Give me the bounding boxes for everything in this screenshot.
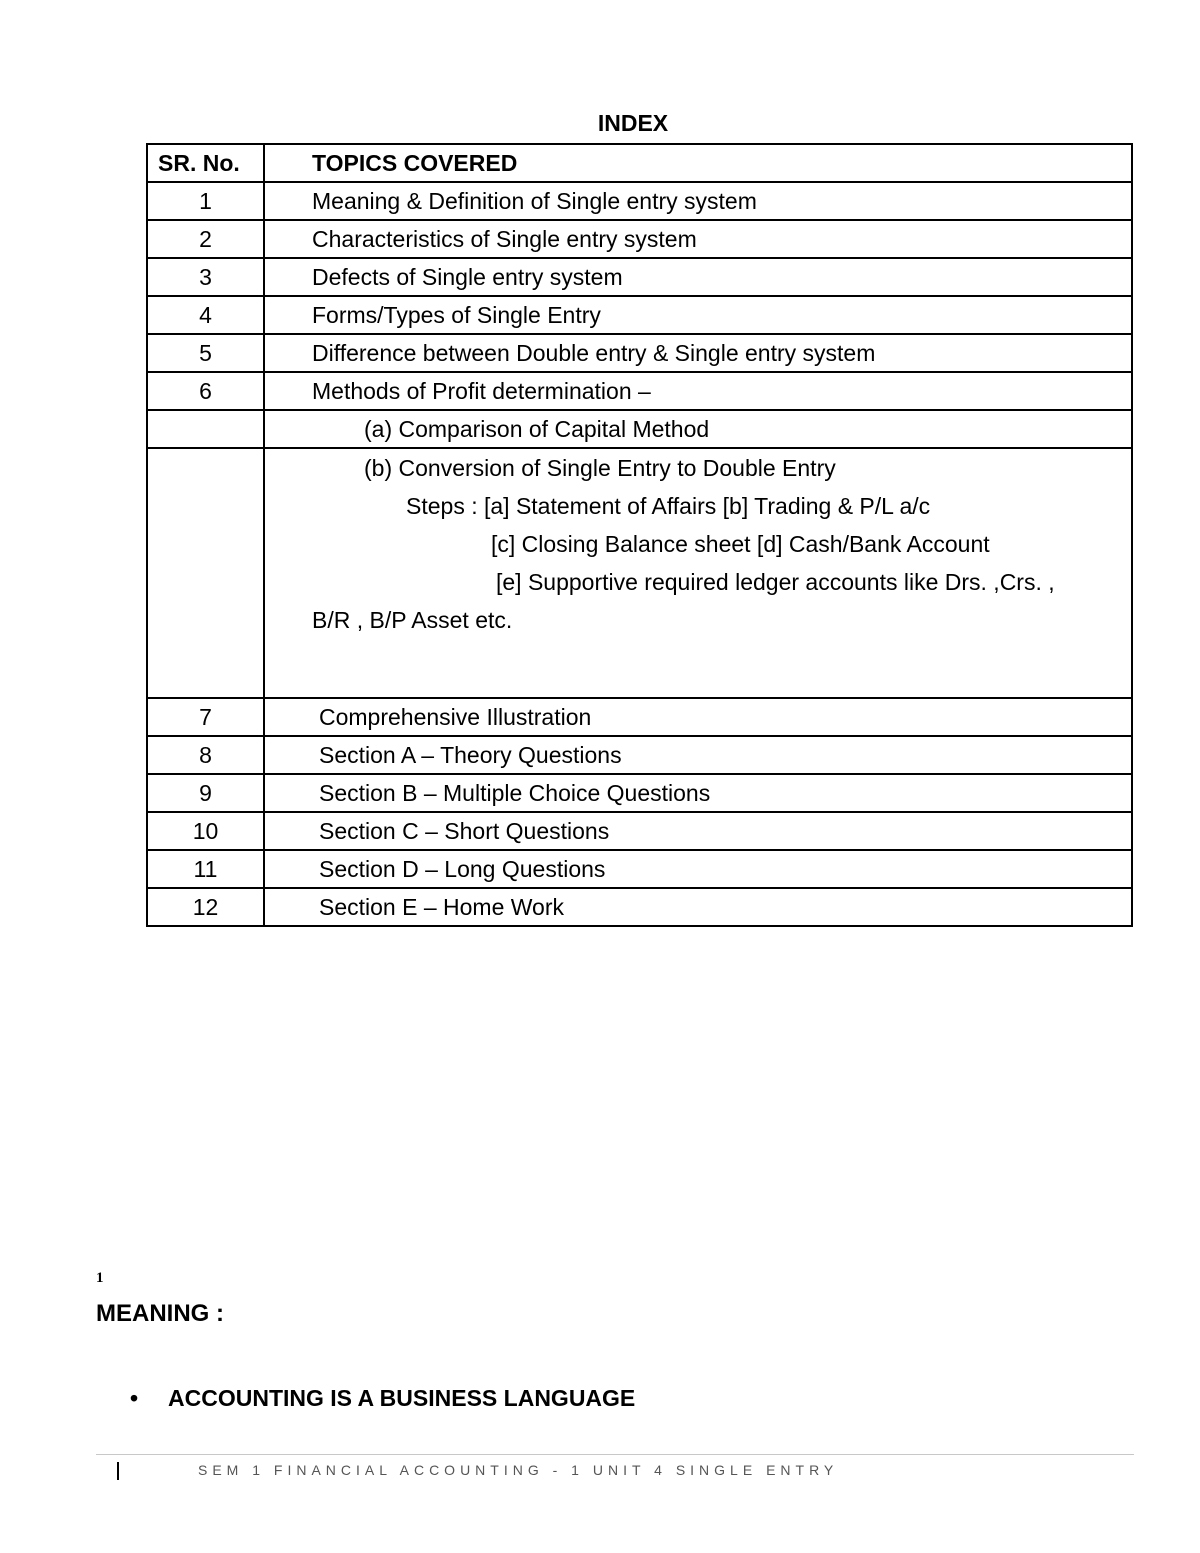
row-sr: 5 [147,334,264,372]
subtopic-b [264,448,1132,698]
table-row [147,888,1132,926]
row-sr: 11 [147,850,264,888]
steps-line: [e] Supportive required ledger accounts like Drs. ,Crs. , [496,569,1055,595]
row-topic: Section E – Home Work [264,888,1132,926]
table-row-subtopic-a [147,410,1132,448]
row-sr: 6 [147,372,264,410]
steps-line: [c] Closing Balance sheet [d] Cash/Bank Account [491,531,990,557]
index-table [146,143,1133,927]
row-topic: Characteristics of Single entry system [264,220,1132,258]
table-header-row [147,144,1132,182]
subtopic-a: (a) Comparison of Capital Method [264,410,1132,448]
table-row [147,850,1132,888]
row-sr: 8 [147,736,264,774]
table-row [147,812,1132,850]
table-row [147,372,1132,410]
row-sr-empty [147,410,264,448]
row-sr: 7 [147,698,264,736]
header-sr-no: SR. No. [147,144,264,182]
bullet-text: ACCOUNTING IS A BUSINESS LANGUAGE [168,1385,636,1411]
subtopic-b-title: (b) Conversion of Single Entry to Double Entry [364,455,836,481]
steps-line: Steps : [a] Statement of Affairs [b] Trading & P/L a/c [406,493,931,519]
table-row [147,334,1132,372]
row-sr: 9 [147,774,264,812]
index-title: INDEX [597,110,669,136]
table-row [147,296,1132,334]
row-sr: 10 [147,812,264,850]
row-sr-empty [147,448,264,698]
footer-bar-mark [117,1462,119,1480]
table-row [147,258,1132,296]
row-topic: Comprehensive Illustration [264,698,1132,736]
section-heading: MEANING : [96,1300,224,1327]
row-topic: Meaning & Definition of Single entry system [264,182,1132,220]
table-row [147,774,1132,812]
table-row [147,736,1132,774]
footer-text: SEM 1 FINANCIAL ACCOUNTING - 1 UNIT 4 SINGLE ENTRY [198,1462,839,1478]
bullet-icon: • [130,1385,139,1411]
steps-line: B/R , B/P Asset etc. [312,607,513,633]
table-row [147,182,1132,220]
row-topic: Forms/Types of Single Entry [264,296,1132,334]
table-row [147,220,1132,258]
row-sr: 4 [147,296,264,334]
row-topic: Section D – Long Questions [264,850,1132,888]
row-topic: Difference between Double entry & Single entry system [264,334,1132,372]
row-sr: 2 [147,220,264,258]
header-topics: TOPICS COVERED [264,144,1132,182]
row-sr: 12 [147,888,264,926]
footer-divider [96,1454,1134,1455]
table-row-subtopic-b [147,448,1132,698]
table-row [147,698,1132,736]
row-topic: Methods of Profit determination – [264,372,1132,410]
bullet-list-item [130,1385,635,1412]
row-topic: Section A – Theory Questions [264,736,1132,774]
row-topic: Defects of Single entry system [264,258,1132,296]
row-topic: Section B – Multiple Choice Questions [264,774,1132,812]
row-topic: Section C – Short Questions [264,812,1132,850]
row-sr: 1 [147,182,264,220]
row-sr: 3 [147,258,264,296]
section-number: 1 [96,1270,104,1286]
